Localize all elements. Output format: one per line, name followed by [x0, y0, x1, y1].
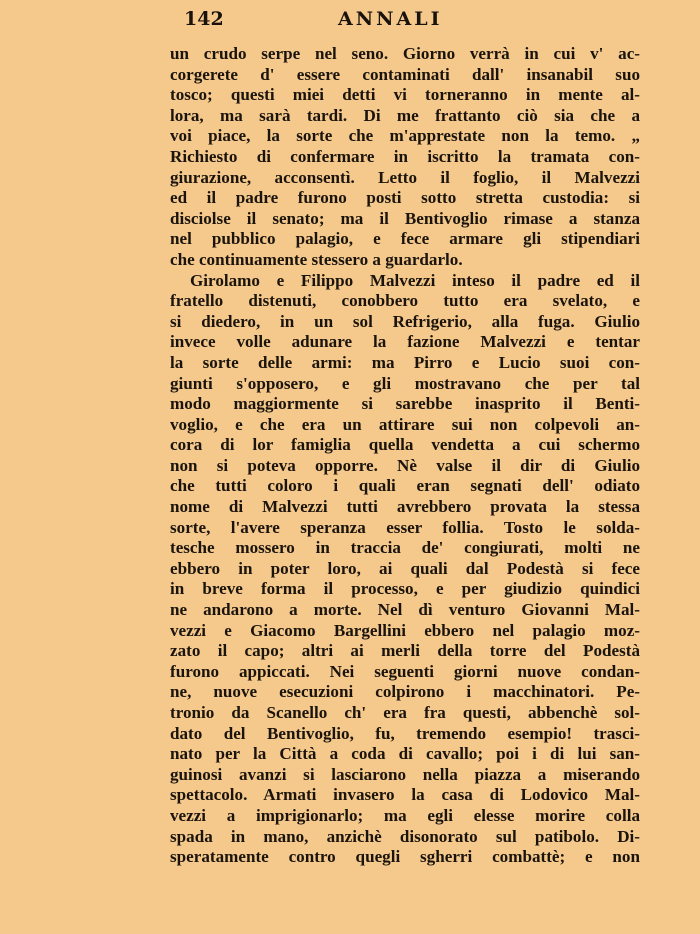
running-head: ANNALI [338, 8, 443, 30]
text-line: che continuamente stessero a guardarlo. [170, 249, 463, 269]
text-line: dato del Bentivoglio, fu, tremendo esempio! trasci- [170, 723, 640, 743]
text-line: modo maggiormente si sarebbe inasprito il Benti- [170, 394, 640, 414]
text-line: sorte, l'avere speranza esser follia. Tosto le solda- [170, 517, 640, 537]
text-line: giunti s'opposero, e gli mostravano che per tal [170, 373, 640, 393]
text-line: disciolse il senato; ma il Bentivoglio rimase a stanza [170, 208, 640, 228]
text-line: tronio da Scanello ch' era fra questi, abbenchè sol- [170, 703, 640, 722]
text-line: la sorte delle armi: ma Pirro e Lucio suoi con- [170, 352, 640, 372]
text-line: ne, nuove esecuzioni colpirono i macchinatori. Pe- [170, 682, 640, 702]
text-line: non si poteva opporre. Nè valse il dir di Giulio [170, 455, 640, 475]
body-text [170, 44, 640, 868]
text-line: Richiesto di confermare in iscritto la tramata con- [170, 146, 640, 166]
text-line: invece volle adunare la fazione Malvezzi e tentar [170, 332, 640, 352]
text-line: in breve forma il processo, e per giudizio quindici [170, 579, 640, 599]
text-line: voglio, e che era un attirare sui non colpevoli an- [170, 414, 640, 434]
text-line: corgerete d' essere contaminati dall' insanabil suo [170, 64, 640, 84]
text-line: lora, ma sarà tardi. Di me frattanto ciò sia che a [170, 105, 640, 125]
text-line: giurazione, acconsentì. Letto il foglio, il Malvezzi [170, 167, 640, 187]
text-line: tosco; questi miei detti vi torneranno in mente al- [170, 85, 640, 105]
page-header [170, 6, 640, 32]
text-line: si diedero, in un sol Refrigerio, alla fuga. Giulio [170, 311, 640, 331]
text-line: vezzi a imprigionarlo; ma egli elesse morire colla [170, 805, 640, 825]
text-line: spettacolo. Armati invasero la casa di Lodovico Mal- [170, 785, 640, 805]
text-line: ebbero in poter loro, ai quali dal Podestà si fece [170, 558, 640, 578]
text-line: Girolamo e Filippo Malvezzi inteso il padre ed il [190, 270, 640, 290]
text-line: ne andarono a morte. Nel dì venturo Giovanni Mal- [170, 600, 640, 620]
text-line: vezzi e Giacomo Bargellini ebbero nel palagio moz- [170, 620, 640, 640]
text-line: nato per la Città a coda di cavallo; poi i di lui san- [170, 744, 640, 764]
text-line: nel pubblico palagio, e fece armare gli stipendiari [170, 229, 640, 249]
text-line: che tutti coloro i quali eran segnati dell' odiato [170, 476, 640, 496]
text-line: zato il capo; altri ai merli della torre del Podestà [170, 641, 640, 661]
text-line: spada in mano, anzichè disonorato sul patibolo. Di- [170, 826, 640, 846]
text-line: un crudo serpe nel seno. Giorno verrà in cui v' ac- [170, 44, 640, 63]
text-line: nome di Malvezzi tutti avrebbero provata la stessa [170, 497, 640, 517]
text-line: voi piace, la sorte che m'apprestate non la temo. „ [170, 126, 640, 146]
text-line: furono appiccati. Nei seguenti giorni nuove condan- [170, 661, 640, 681]
text-line: fratello distenuti, conobbero tutto era svelato, e [170, 291, 640, 311]
text-line: speratamente contro quegli sgherri combattè; e non [170, 847, 640, 867]
page-number: 142 [184, 8, 224, 30]
text-line: tesche mossero in traccia de' congiurati, molti ne [170, 538, 640, 558]
text-line: cora di lor famiglia quella vendetta a cui schermo [170, 435, 640, 455]
text-line: guinosi avanzi si lasciarono nella piazza a miserando [170, 764, 640, 784]
text-line: ed il padre furono posti sotto stretta custodia: si [170, 188, 640, 208]
